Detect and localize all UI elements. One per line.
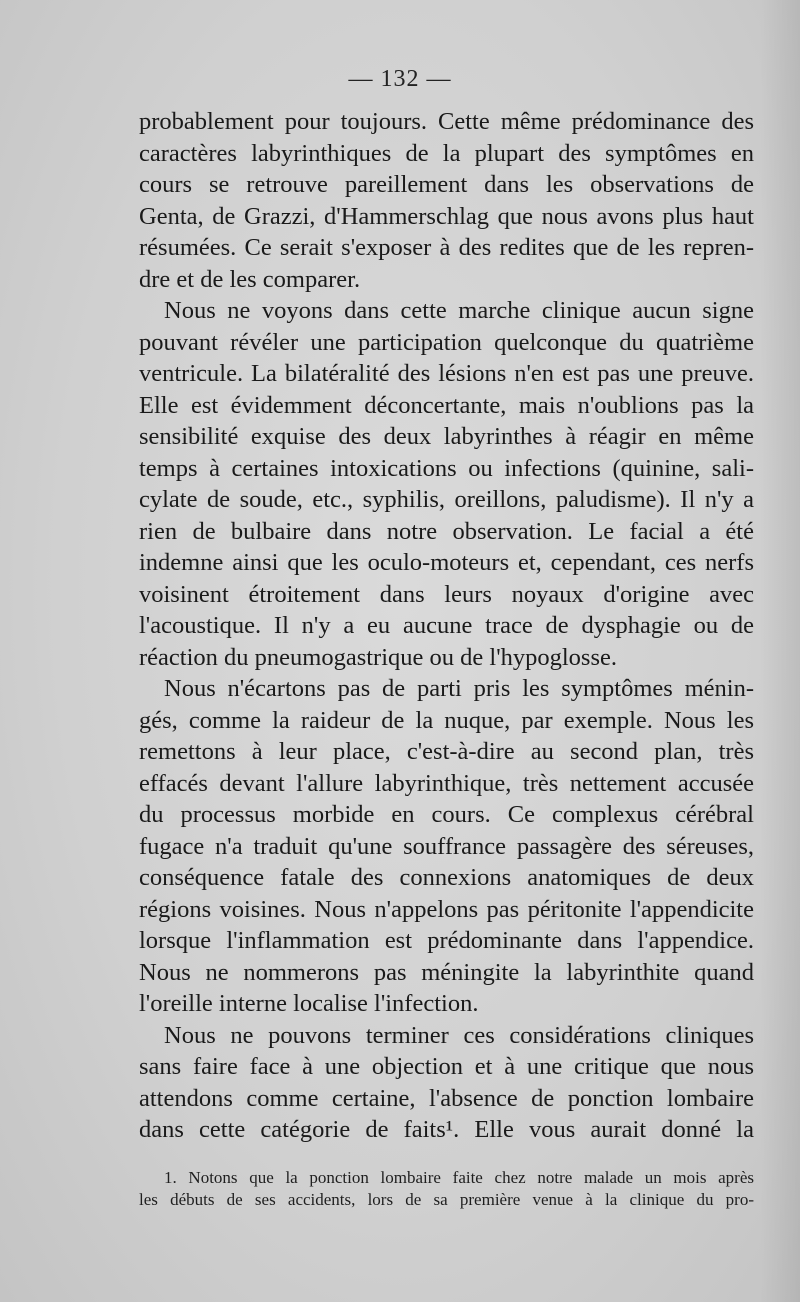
text-line: résumées. Ce serait s'exposer à des redites que de les repren-	[139, 234, 754, 261]
paragraph-end-line: réaction du pneumogastrique ou de l'hypoglosse.	[139, 643, 617, 671]
paragraph-end-line: dre et de les comparer.	[139, 265, 361, 293]
paragraph-start-line: Nous ne pouvons terminer ces considérations cliniques	[164, 1021, 754, 1049]
text-line: dans cette catégorie de faits¹. Elle vous aurait donné la	[139, 1116, 754, 1143]
text-line: conséquence fatale des connexions anatomiques de deux	[139, 864, 754, 891]
text-line: voisinent étroitement dans leurs noyaux d'origine avec	[139, 580, 754, 608]
text-line: ventricule. La bilatéralité des lésions n'en est pas une preuve.	[139, 360, 754, 387]
page-number: — 132 —	[348, 66, 452, 92]
text-line: caractères labyrinthiques de la plupart des symptômes en	[139, 139, 754, 167]
text-line: cylate de soude, etc., syphilis, oreillons, paludisme). Il n'y a	[139, 486, 754, 513]
text-line: Genta, de Grazzi, d'Hammerschlag que nous avons plus haut	[139, 202, 754, 230]
paragraph-start-line: Nous n'écartons pas de parti pris les symptômes ménin-	[164, 675, 754, 702]
text-line: du processus morbide en cours. Ce complexus cérébral	[139, 801, 754, 828]
body-text	[139, 106, 754, 1146]
text-line: remettons à leur place, c'est-à-dire au second plan, très	[139, 738, 754, 765]
text-line: Nous ne nommerons pas méningite la labyrinthite quand	[139, 958, 754, 986]
paragraph-start-line: Nous ne voyons dans cette marche clinique aucun signe	[164, 297, 754, 324]
text-line: cours se retrouve pareillement dans les observations de	[139, 171, 754, 198]
text-line: effacés devant l'allure labyrinthique, très nettement accusée	[139, 769, 754, 797]
text-line: temps à certaines intoxications ou infections (quinine, sali-	[139, 454, 754, 482]
text-line: l'acoustique. Il n'y a eu aucune trace de dysphagie ou de	[139, 612, 754, 639]
text-line: attendons comme certaine, l'absence de ponction lombaire	[139, 1084, 754, 1112]
text-line: Elle est évidemment déconcertante, mais n'oublions pas la	[139, 391, 754, 419]
footnote-line: les débuts de ses accidents, lors de sa première venue à la clinique du pro-	[139, 1190, 754, 1209]
footnote-line: 1. Notons que la ponction lombaire faite chez notre malade un mois après	[164, 1168, 754, 1187]
text-line: indemne ainsi que les oculo-moteurs et, cependant, ces nerfs	[139, 549, 754, 576]
text-line: fugace n'a traduit qu'une souffrance passagère des séreuses,	[139, 832, 754, 860]
page-edge-shadow	[760, 0, 800, 1302]
text-line: probablement pour toujours. Cette même prédominance des	[139, 108, 754, 135]
text-line: pouvant révéler une participation quelconque du quatrième	[139, 328, 754, 356]
text-line: lorsque l'inflammation est prédominante dans l'appendice.	[139, 927, 754, 954]
text-line: rien de bulbaire dans notre observation. Le facial a été	[139, 517, 754, 545]
text-line: régions voisines. Nous n'appelons pas péritonite l'appendicite	[139, 895, 754, 923]
text-line: sans faire face à une objection et à une critique que nous	[139, 1053, 754, 1080]
text-line: gés, comme la raideur de la nuque, par exemple. Nous les	[139, 706, 754, 734]
text-line: sensibilité exquise des deux labyrinthes à réagir en même	[139, 423, 754, 450]
footnote	[139, 1167, 754, 1211]
paragraph-end-line: l'oreille interne localise l'infection.	[139, 990, 479, 1017]
